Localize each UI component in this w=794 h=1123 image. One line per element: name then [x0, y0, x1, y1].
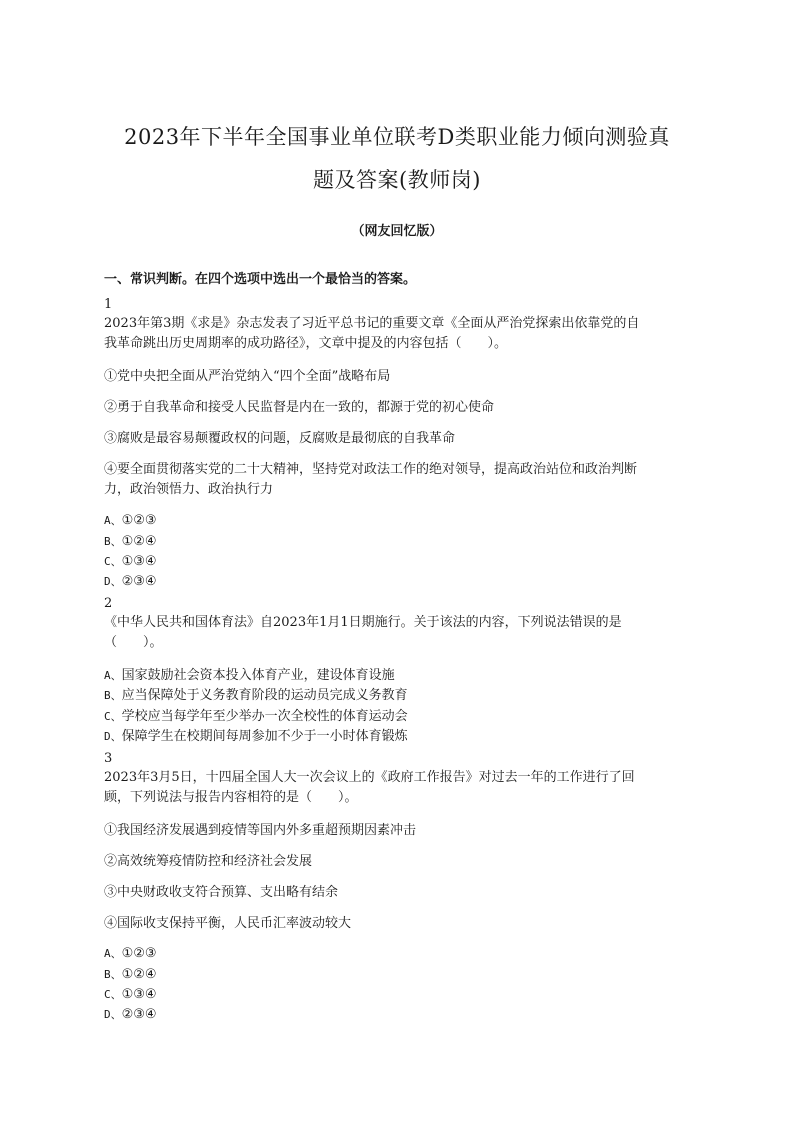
answer-option [104, 1004, 157, 1025]
answer-option [104, 964, 157, 985]
option-text: 保障学生在校期间每周参加不少于一小时体育锻炼 [121, 729, 408, 744]
document-title-line-2: 题及答案(教师岗) [313, 168, 481, 192]
option-letter: C、 [104, 988, 122, 1001]
option-letter: B、 [104, 689, 122, 702]
question-stem: 2023年3月5日，十四届全国人大一次会议上的《政府工作报告》对过去一年的工作进行了回 [104, 770, 635, 785]
option-letter: C、 [104, 710, 122, 723]
section-heading: 一、常识判断。在四个选项中选出一个最恰当的答案。 [104, 272, 417, 287]
question-number: 1 [104, 297, 113, 312]
option-text: ①②④ [121, 534, 157, 549]
option-letter: B、 [104, 968, 122, 981]
option-letter: A、 [104, 947, 122, 960]
option-letter: A、 [104, 669, 122, 682]
statement: ④要全面贯彻落实党的二十大精神，坚持党对政法工作的绝对领导，提高政治站位和政治判断 [104, 462, 638, 477]
option-letter: C、 [104, 555, 122, 568]
answer-option [104, 571, 157, 592]
answer-option [104, 726, 408, 747]
question-stem: 顾，下列说法与报告内容相符的是（ ）。 [104, 790, 358, 805]
option-letter: A、 [104, 514, 122, 527]
answer-option [104, 551, 157, 572]
option-text: ①③④ [121, 987, 157, 1002]
answer-option [104, 510, 157, 531]
option-text: ①③④ [121, 554, 157, 569]
document-title-line-1: 2023年下半年全国事业单位联考D类职业能力倾向测验真 [124, 125, 670, 149]
option-text: ①②③ [121, 513, 157, 528]
statement: ③中央财政收支符合预算、支出略有结余 [104, 885, 339, 900]
option-letter: B、 [104, 535, 122, 548]
option-text: ①②③ [121, 946, 157, 961]
statement: ③腐败是最容易颠覆政权的问题，反腐败是最彻底的自我革命 [104, 431, 456, 446]
option-text: ②③④ [121, 1007, 157, 1022]
question-number: 2 [104, 596, 113, 611]
answer-option [104, 685, 408, 706]
option-text: 学校应当每学年至少举办一次全校性的体育运动会 [121, 709, 408, 724]
statement: ①我国经济发展遇到疫情等国内外多重超预期因素冲击 [104, 823, 417, 838]
statement: ②高效统筹疫情防控和经济社会发展 [104, 854, 313, 869]
question-number: 3 [104, 751, 113, 766]
question-stem: （ ）。 [104, 635, 163, 650]
option-text: 国家鼓励社会资本投入体育产业，建设体育设施 [121, 668, 395, 683]
option-letter: D、 [104, 575, 122, 588]
question-stem: 《中华人民共和国体育法》自2023年1月1日期施行。关于该法的内容，下列说法错误的是 [104, 615, 622, 630]
answer-option [104, 984, 157, 1005]
option-text: ①②④ [121, 967, 157, 982]
answer-option [104, 531, 157, 552]
statement: ①党中央把全面从严治党纳入“四个全面”战略布局 [104, 369, 391, 384]
option-letter: D、 [104, 730, 122, 743]
option-text: 应当保障处于义务教育阶段的运动员完成义务教育 [121, 688, 408, 703]
statement: ④国际收支保持平衡，人民币汇率波动较大 [104, 916, 352, 931]
answer-option [104, 706, 408, 727]
option-text: ②③④ [121, 574, 157, 589]
document-subtitle: （网友回忆版） [351, 224, 443, 239]
option-letter: D、 [104, 1008, 122, 1021]
statement: 力，政治领悟力、政治执行力 [104, 482, 274, 497]
answer-option [104, 943, 157, 964]
answer-option [104, 665, 395, 686]
question-stem: 2023年第3期《求是》杂志发表了习近平总书记的重要文章《全面从严治党探索出依靠党的自 [104, 316, 640, 331]
statement: ②勇于自我革命和接受人民监督是内在一致的，都源于党的初心使命 [104, 400, 495, 415]
question-stem: 我革命跳出历史周期率的成功路径》，文章中提及的内容包括（ ）。 [104, 336, 508, 351]
